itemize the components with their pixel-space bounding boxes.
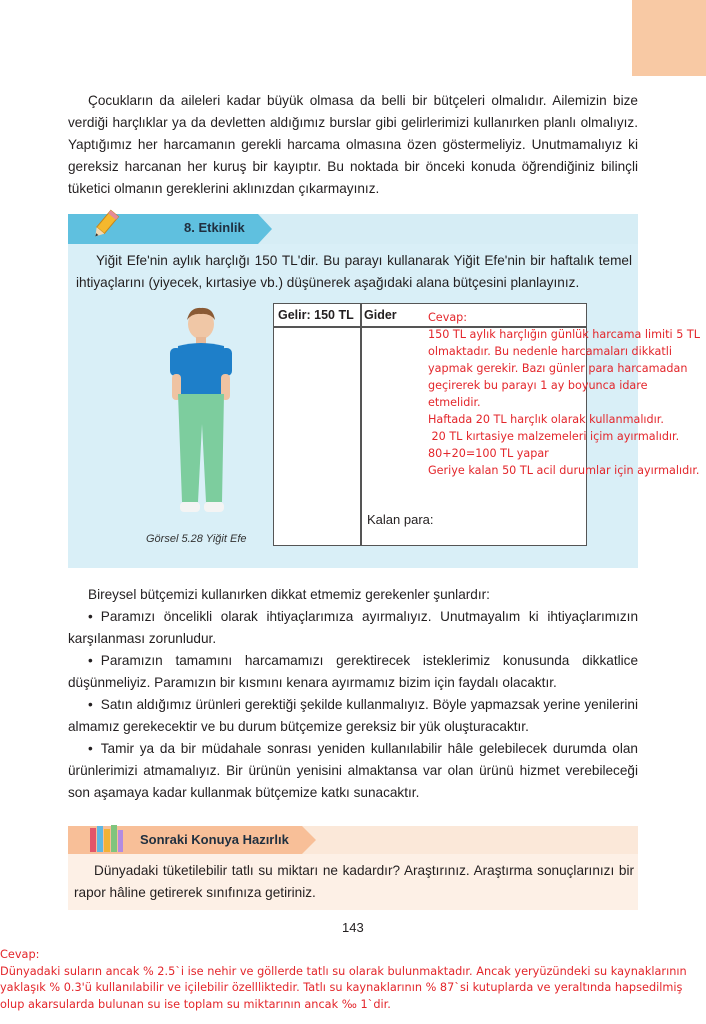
- bottom-answer-line: yaklaşık % 0.3'ü kullanılabilir ve içilebilir özellliktedir. Tatlı su kaynaklarının % 87`si kutuplarda ve yeraltında hapsedilmiş: [0, 981, 683, 994]
- bottom-answer-line: Dünyadaki suların ancak % 2.5`i ise nehir ve göllerde tatlı su olarak bulunmaktadır. Ancak yeryüzündeki su kaynaklarının: [0, 964, 687, 978]
- answer-line: 80+20=100 TL yapar: [428, 447, 549, 460]
- prep-title: Sonraki Konuya Hazırlık: [140, 832, 289, 847]
- prep-text: Dünyadaki tüketilebilir tatlı su miktarı ne kadardır? Araştırınız. Araştırma sonuçlarınızı bir rapor hâline getirerek sınıfınıza getiriniz.: [74, 863, 634, 900]
- answer-line: Haftada 20 TL harçlık olarak kullanmalıdır.: [428, 413, 664, 426]
- boy-illustration: [140, 306, 262, 526]
- expense-header: Gider: [364, 308, 397, 322]
- answer-line: 150 TL aylık harçlığın günlük harcama limiti 5 TL: [428, 328, 700, 341]
- tip-item: • Paramızın tamamını harcamamızı gerektirecek isteklerimiz konusunda dikkatlice düşünmeliyiz. Paramızın bir kısmını kenara ayırmamız bizim için faydalı olacaktır.: [68, 653, 638, 690]
- page-corner-tab: [632, 0, 706, 76]
- activity-title: 8. Etkinlik: [184, 220, 245, 235]
- intro-paragraph: Çocukların da aileleri kadar büyük olmasa da belli bir bütçeleri olmalıdır. Ailemizin bize verdiği harçlıklar ya da devletten aldığımız burslar gibi gelirlerimizi kullanırken planlı olmalıyız. Yaptığımız her harcamanın gerekli harcama olmasına özen göstermeliyiz. Unutmamalıyız ki gereksiz harcanan her kuruş bir kayıptır. Bu noktada bir önceki konuda öğrendiğiniz bilinçli tüketici olmanın gereklerini aklınızdan çıkarmayınız.: [68, 93, 638, 196]
- tips-intro: Bireysel bütçemizi kullanırken dikkat etmemiz gerekenler şunlardır:: [88, 587, 490, 602]
- answer-line: olmaktadır. Bu nedenle harcamaları dikkatli: [428, 345, 672, 358]
- remaining-label: Kalan para:: [367, 512, 434, 527]
- page-number: 143: [342, 920, 364, 935]
- answer-heading: Cevap:: [428, 311, 468, 324]
- answer-line: geçirerek bu parayı 1 ay boyunca idare: [428, 379, 648, 392]
- figure-caption: Görsel 5.28 Yiğit Efe: [146, 533, 247, 545]
- budget-tips: [68, 584, 638, 804]
- pencil-icon: [88, 208, 122, 242]
- books-icon: [88, 822, 124, 854]
- answer-line: yapmak gerekir. Bazı günler para harcamadan: [428, 362, 688, 375]
- bottom-answer-line: olup akarsularda bulunan su ise toplam su miktarının ancak ‰ 1`dir.: [0, 997, 391, 1011]
- table-divider: [360, 304, 362, 545]
- tip-item: • Tamir ya da bir müdahale sonrası yeniden kullanılabilir hâle gelebilecek durumda olan ürünlerimizi atmamalıyız. Bir ürünün yenisini almaktansa var olan ürünü hizmet verebileceği son aşamaya kadar kullanmak bütçemize katkı sunacaktır.: [68, 741, 638, 800]
- bottom-answer-line: Cevap:: [0, 948, 40, 961]
- income-header: Gelir: 150 TL: [278, 308, 354, 322]
- tip-item: • Satın aldığımız ürünleri gerektiği şekilde kullanmalıyız. Böyle yapmazsak yerine yenilerini almamız gerekecektir ve bu durum bütçemize gereksiz bir yük oluşturacaktır.: [68, 697, 638, 734]
- bottom-answer: [0, 947, 706, 1013]
- tip-item: • Paramızı öncelikli olarak ihtiyaçlarımıza ayırmalıyız. Unutmayalım ki ihtiyaçlarımızın karşılanması zorunludur.: [68, 609, 638, 646]
- answer-line: 20 TL kırtasiye malzemeleri içim ayırmalıdır.: [428, 430, 680, 443]
- answer-line: etmelidir.: [428, 396, 481, 409]
- answer-line: Geriye kalan 50 TL acil durumlar için ayırmalıdır.: [428, 464, 700, 477]
- activity-text: Yiğit Efe'nin aylık harçlığı 150 TL'dir. Bu parayı kullanarak Yiğit Efe'nin bir haftalık temel ihtiyaçlarını (yiyecek, kırtasiye vb.) düşünerek aşağıdaki alana bütçesini planlayınız.: [76, 253, 632, 290]
- activity-answer: [428, 309, 706, 479]
